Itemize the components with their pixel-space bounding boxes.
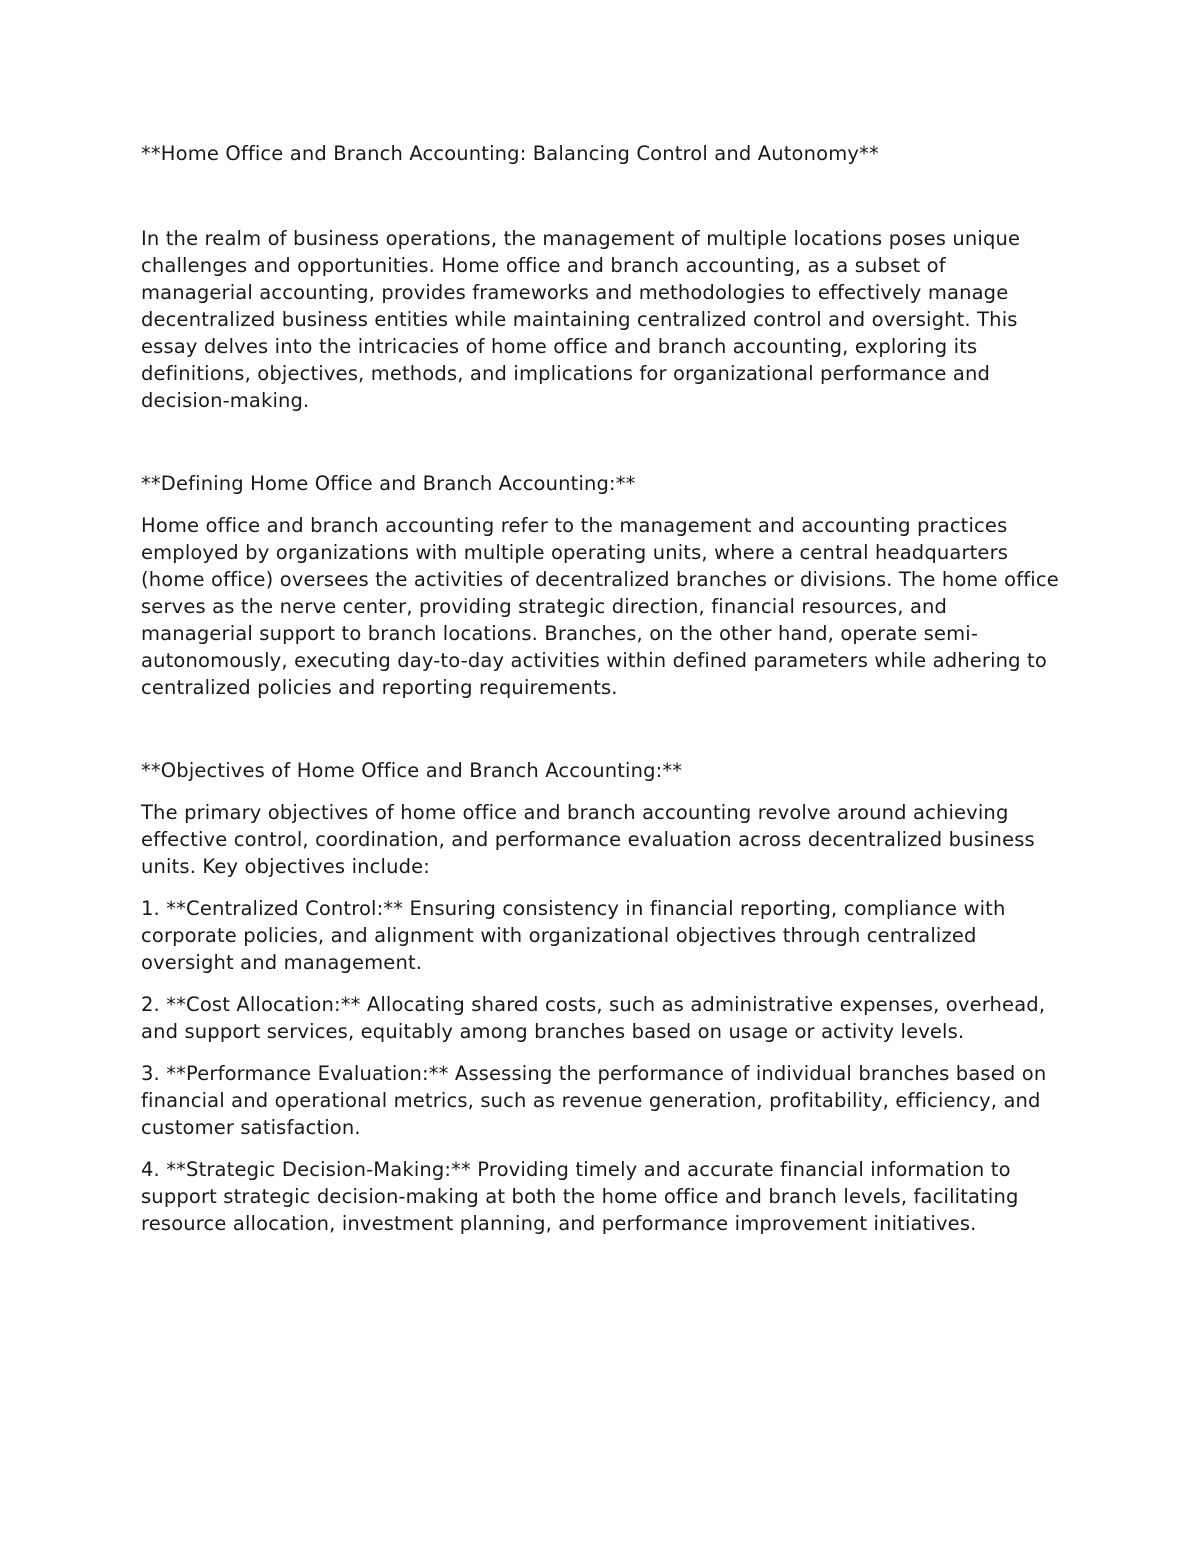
document-title: **Home Office and Branch Accounting: Balancing Control and Autonomy** — [141, 142, 879, 165]
list-item: 3. **Performance Evaluation:** Assessing the performance of individual branches based on financial and operational metrics, such as revenue generation, profitability, efficiency, and customer satisfaction. — [141, 1062, 1047, 1139]
intro-paragraph: In the realm of business operations, the management of multiple locations poses unique challenges and opportunities. Home office and branch accounting, as a subset of managerial accounting, provides frameworks and methodologies to effectively manage decentralized business entities while maintaining centralized control and oversight. This essay delves into the intricacies of home office and branch accounting, exploring its definitions, objectives, methods, and implications for organizational performance and decision-making. — [141, 227, 1021, 412]
list-item: 1. **Centralized Control:** Ensuring consistency in financial reporting, compliance with corporate policies, and alignment with organizational objectives through centralized oversight and management. — [141, 897, 1006, 974]
section-paragraph: The primary objectives of home office and branch accounting revolve around achieving effective control, coordination, and performance evaluation across decentralized business units. Key objectives include: — [141, 801, 1035, 878]
section-definition — [141, 470, 1061, 701]
document-body — [141, 140, 1061, 1252]
list-item: 2. **Cost Allocation:** Allocating shared costs, such as administrative expenses, overhead, and support services, equitably among branches based on usage or activity levels. — [141, 993, 1046, 1043]
section-heading: **Defining Home Office and Branch Accounting:** — [141, 472, 636, 495]
section-heading: **Objectives of Home Office and Branch Accounting:** — [141, 759, 683, 782]
section-paragraph: Home office and branch accounting refer to the management and accounting practices employed by organizations with multiple operating units, where a central headquarters (home office) oversees the activities of decentralized branches or divisions. The home office serves as the nerve center, providing strategic direction, financial resources, and managerial support to branch locations. Branches, on the other hand, operate semi-autonomously, executing day-to-day activities within defined parameters while adhering to centralized policies and reporting requirements. — [141, 514, 1059, 699]
list-item: 4. **Strategic Decision-Making:** Providing timely and accurate financial information to support strategic decision-making at both the home office and branch levels, facilitating resource allocation, investment planning, and performance improvement initiatives. — [141, 1158, 1019, 1235]
section-objectives — [141, 757, 1061, 1237]
